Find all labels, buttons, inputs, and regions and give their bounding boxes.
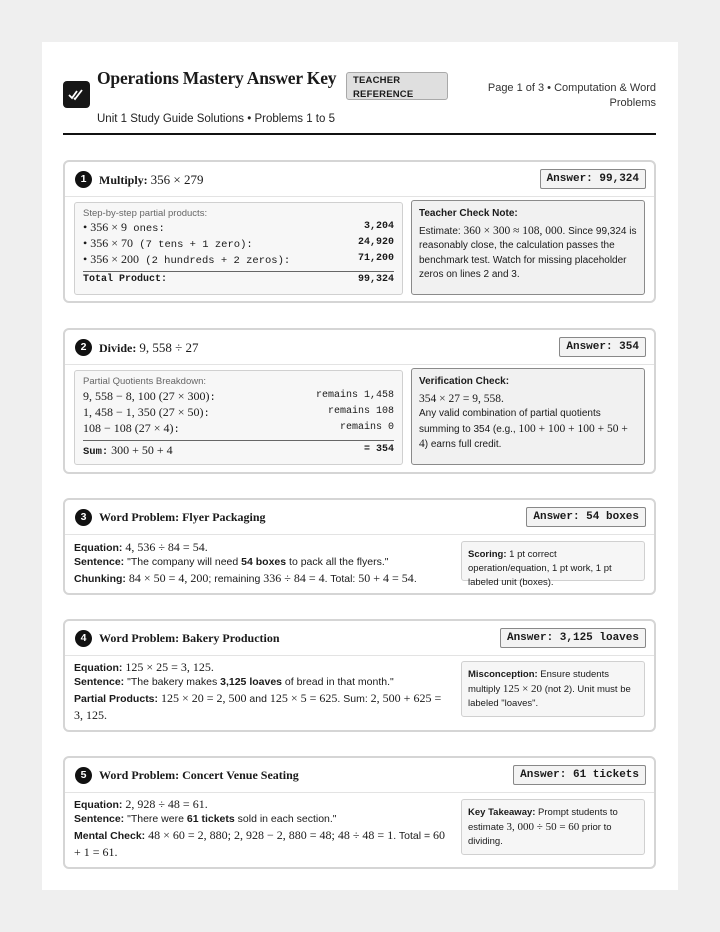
problem-expression: 9, 558 ÷ 27 (139, 340, 199, 355)
row-text: (2 hundreds + 2 zeros): (138, 255, 291, 267)
extra-text: . (413, 573, 417, 585)
header-divider (63, 133, 656, 135)
sentence-text: "The company will need (127, 556, 242, 568)
note-text: Prompt students to estimate (468, 807, 618, 833)
extra-math: 2, 500 + 625 = 3, 125. (74, 691, 442, 722)
page-header (63, 66, 656, 136)
note-math: 354 × 27 = 9, 558. (419, 392, 504, 405)
row-math: • 356 × 9 (83, 220, 127, 234)
solution-text (74, 539, 449, 587)
problem-title: Word Problem: Flyer Packaging (99, 510, 266, 524)
total-math: 300 + 50 + 4 (111, 443, 173, 457)
row-math: 9, 558 − 8, 100 (27 × 300) (83, 389, 210, 403)
sentence-answer: 3,125 loaves (220, 676, 283, 688)
work-box (74, 202, 403, 295)
note-math: 3, 000 ÷ 50 = 60 (506, 821, 580, 833)
extra-math: 50 + 4 = 54 (358, 571, 414, 585)
answer-badge: Answer: 3,125 loaves (500, 628, 646, 648)
page-title: Operations Mastery Answer Key (97, 68, 337, 88)
work-label: Partial Quotients Breakdown: (83, 376, 207, 387)
problem-number: 4 (75, 630, 92, 647)
extra-label: Partial Products: (74, 693, 159, 705)
note-text: (not 2). Unit must be labeled "loaves". (468, 684, 631, 709)
problem-number: 1 (75, 171, 92, 188)
problem-number: 5 (75, 767, 92, 784)
sum-divider (83, 440, 394, 441)
teacher-note (411, 200, 645, 295)
note-math: 125 × 20 (502, 683, 543, 695)
scoring-note (461, 541, 645, 588)
sentence-answer: 54 boxes (241, 556, 287, 568)
extra-text: . Total: (324, 573, 359, 585)
row-math: 108 − 108 (27 × 4) (83, 421, 174, 435)
total-value: = 354 (363, 444, 394, 455)
extra-text: ; remaining (208, 573, 264, 585)
problem-expression: 356 × 279 (150, 172, 204, 187)
sentence-line (74, 811, 449, 827)
work-row (83, 404, 394, 420)
note-text: Ensure students multiply (468, 669, 609, 695)
problem-header (65, 500, 654, 535)
work-row (83, 388, 394, 404)
extra-math: 84 × 50 = 4, 200 (128, 571, 209, 585)
row-text: : (203, 408, 210, 420)
equation: 2, 928 ÷ 48 = 61. (125, 797, 208, 811)
problem-number: 3 (75, 509, 92, 526)
solution-text (74, 796, 449, 861)
row-text: : (209, 392, 216, 404)
extra-text: . Total = (393, 830, 433, 842)
work-row (83, 219, 394, 235)
note-text: 1 pt correct operation/equation, 1 pt work, 1 pt labeled unit (boxes). (468, 549, 612, 588)
equation: 125 × 25 = 3, 125. (125, 660, 214, 674)
note-title: Verification Check: (419, 376, 510, 387)
sentence-text: "There were (127, 813, 187, 825)
sentence-line (74, 554, 449, 570)
total-row (83, 272, 394, 288)
sentence-label: Sentence: (74, 676, 125, 688)
equation-label: Equation: (74, 542, 123, 554)
sentence-text: "The bakery makes (127, 676, 221, 688)
partial-products-line (74, 690, 449, 724)
problem-header (65, 758, 654, 793)
sentence-answer: 61 tickets (186, 813, 235, 825)
answer-badge: Answer: 99,324 (540, 169, 646, 189)
problem-header (65, 621, 654, 656)
note-text: . Since 99,324 is reasonably close, the calculation passes the benchmark test. Watch for missing placeholder zeros on lines 2 and 3. (419, 225, 637, 280)
problem-title: Word Problem: Bakery Production (99, 631, 280, 645)
note-title: Teacher Check Note: (419, 208, 518, 219)
misconception-note (461, 661, 645, 717)
row-value: 3,204 (363, 221, 394, 232)
problem-card-3 (63, 498, 656, 595)
row-math: • 356 × 200 (83, 252, 139, 266)
extra-math: 125 × 20 = 2, 500 (160, 691, 247, 705)
problem-card-1 (63, 160, 656, 303)
note-text: Any valid combination of partial quotients summing to 354 (e.g., (419, 408, 601, 435)
sentence-text: sold in each section." (234, 813, 337, 825)
work-row (83, 235, 394, 251)
sentence-label: Sentence: (74, 813, 125, 825)
problem-title (99, 340, 198, 356)
sentence-label: Sentence: (74, 556, 125, 568)
note-math: 100 + 100 + 100 + 50 + 4 (419, 422, 628, 450)
work-row (83, 420, 394, 436)
page-subtitle: Unit 1 Study Guide Solutions • Problems 1 to 5 (97, 113, 335, 125)
total-label: Total Product: (83, 274, 168, 285)
sentence-text: of bread in that month." (282, 676, 394, 688)
extra-math: 125 × 5 = 625 (269, 691, 338, 705)
problem-card-5 (63, 756, 656, 869)
answer-key-page (42, 42, 678, 890)
badge-line-1: TEACHER (353, 75, 401, 86)
row-text: : (173, 424, 180, 436)
page-info: Page 1 of 3 • Computation & Word Problems (487, 82, 656, 109)
badge-line-2: REFERENCE (353, 88, 414, 100)
problem-header (65, 330, 654, 365)
extra-label: Mental Check: (74, 830, 146, 842)
problem-label: Divide: (99, 341, 137, 355)
mental-check-line (74, 827, 449, 861)
extra-label: Chunking: (74, 573, 126, 585)
equation-label: Equation: (74, 662, 123, 674)
note-label: Misconception: (468, 669, 538, 680)
row-text: (7 tens + 1 zero): (132, 239, 253, 251)
total-row (83, 442, 394, 458)
work-box (74, 370, 403, 465)
problem-title: Word Problem: Concert Venue Seating (99, 768, 299, 782)
row-math: • 356 × 70 (83, 236, 133, 250)
row-math: 1, 458 − 1, 350 (27 × 50) (83, 405, 204, 419)
row-text: ones: (126, 223, 165, 235)
note-label: Scoring: (468, 549, 507, 560)
chunking-line (74, 570, 449, 587)
key-takeaway-note (461, 799, 645, 855)
answer-badge: Answer: 354 (559, 337, 646, 357)
note-math: 360 × 300 ≈ 108, 000 (463, 224, 563, 237)
row-value: 71,200 (357, 253, 394, 264)
problem-card-4 (63, 619, 656, 732)
note-label: Key Takeaway: (468, 807, 536, 818)
total-value: 99,324 (357, 274, 394, 285)
solution-text (74, 659, 449, 724)
work-label: Step-by-step partial products: (83, 208, 208, 219)
answer-badge: Answer: 61 tickets (513, 765, 646, 785)
note-text: Estimate: (419, 225, 464, 237)
sentence-line (74, 674, 449, 690)
teacher-reference-badge (346, 72, 448, 100)
problem-label: Multiply: (99, 173, 148, 187)
row-value: remains 0 (339, 422, 394, 433)
extra-text: . Sum: (337, 693, 371, 705)
extra-math: 60 + 1 = 61. (74, 828, 445, 859)
note-text: ) earns full credit. (424, 439, 502, 450)
problem-number: 2 (75, 339, 92, 356)
checkmark-logo-icon (63, 81, 90, 108)
equation: 4, 536 ÷ 84 = 54. (125, 540, 208, 554)
row-value: 24,920 (357, 237, 394, 248)
total-label: Sum: (83, 446, 109, 458)
sentence-text: to pack all the flyers." (286, 556, 389, 568)
extra-math: 336 ÷ 84 = 4 (263, 571, 325, 585)
problem-card-2 (63, 328, 656, 474)
problem-title (99, 172, 204, 188)
extra-text: and (246, 693, 270, 705)
equation-label: Equation: (74, 799, 123, 811)
row-value: remains 1,458 (315, 390, 394, 401)
problem-header (65, 162, 654, 197)
verification-note (411, 368, 645, 465)
row-value: remains 108 (327, 406, 394, 417)
answer-badge: Answer: 54 boxes (526, 507, 646, 527)
work-row (83, 251, 394, 267)
extra-math: 48 × 60 = 2, 880; 2, 928 − 2, 880 = 48; 48 ÷ 48 = 1 (148, 828, 394, 842)
note-text: prior to dividing. (468, 822, 612, 847)
